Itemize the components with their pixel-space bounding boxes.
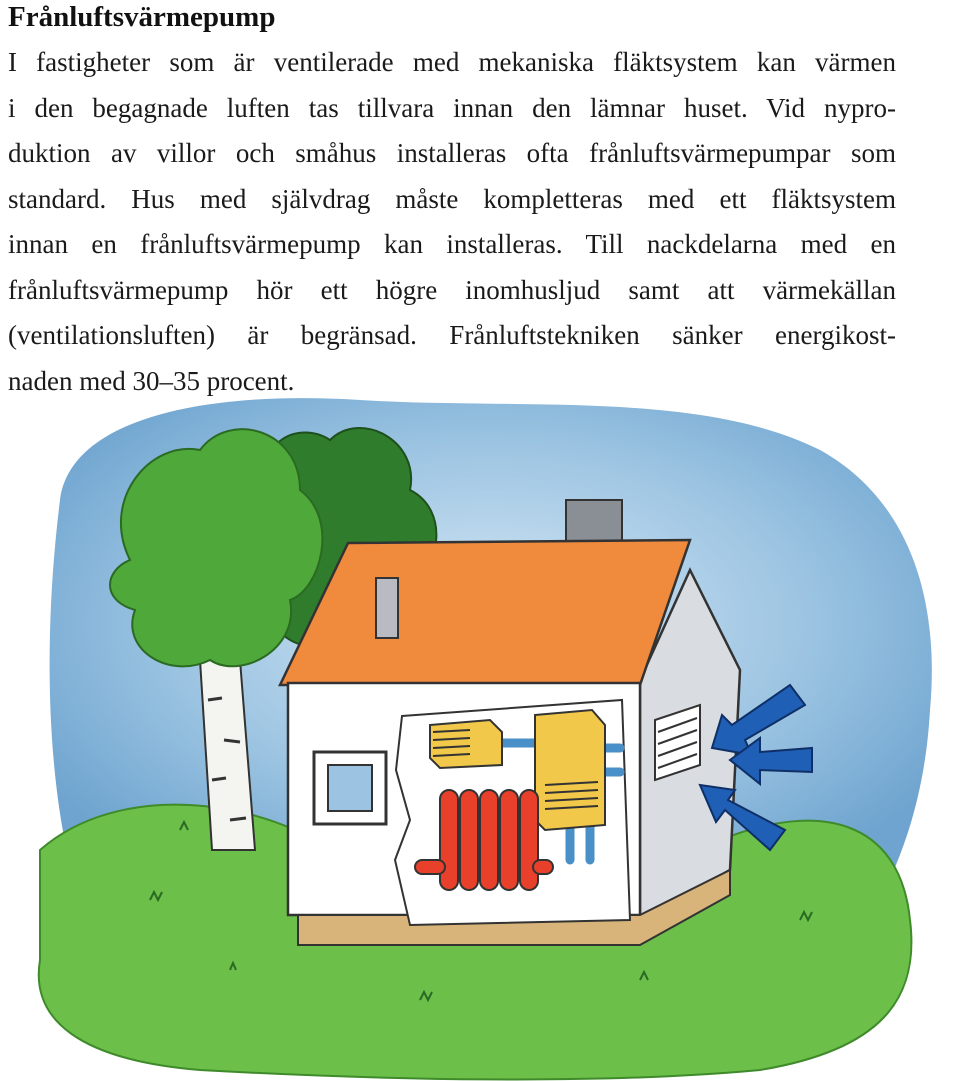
house-roof <box>280 540 690 685</box>
roof-vent <box>376 578 398 638</box>
paragraph-line: duktion av villor och småhus installeras ofta frånluftsvärmepumpar som <box>8 138 896 168</box>
article-title: Frånluftsvärmepump <box>8 1 276 33</box>
heat-pump-unit <box>535 710 605 830</box>
paragraph-line: frånluftsvärmepump hör ett högre inomhusljud samt att värmekällan <box>8 274 896 305</box>
paragraph-line: (ventilationsluften) är begränsad. Frånluftstekniken sänker energikost- <box>8 320 896 350</box>
paragraph-line: I fastigheter som är ventilerade med mekaniska fläktsystem kan värmen <box>8 47 896 77</box>
paragraph-line: innan en frånluftsvärmepump kan installeras. Till nackdelarna med en <box>8 229 896 259</box>
paragraph-line: standard. Hus med självdrag måste kompletteras med ett fläktsystem <box>8 183 896 214</box>
fan-unit <box>430 720 502 768</box>
house-illustration <box>0 380 960 1081</box>
paragraph-line: i den begagnade luften tas tillvara innan den lämnar huset. Vid nypro- <box>8 92 896 123</box>
article-paragraph <box>8 40 896 404</box>
paragraph-line: naden med 30–35 procent. <box>8 365 295 396</box>
